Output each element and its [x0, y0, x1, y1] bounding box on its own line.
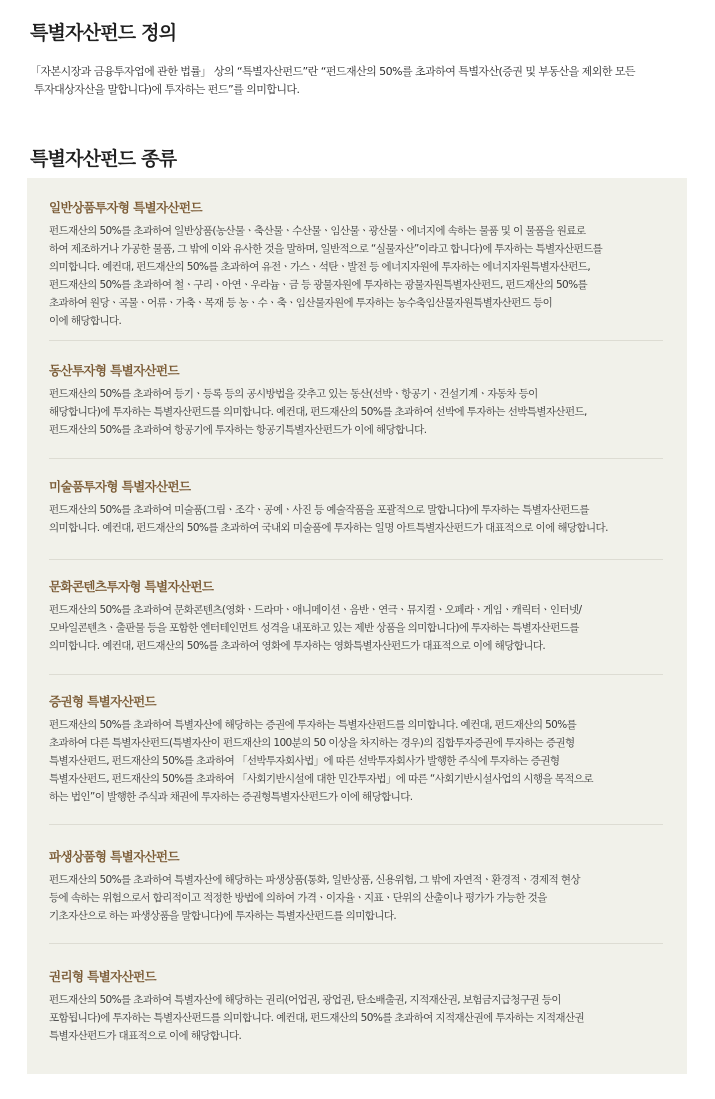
fund-type-artwork [49, 478, 669, 537]
divider [49, 559, 663, 560]
fund-type-description [49, 222, 669, 330]
description-line: 펀드재산의 50%를 초과하여 미술품(그림ㆍ조각ㆍ공예ㆍ사진 등 예술작품을 포괄적으로 말합니다)에 투자하는 특별자산펀드를 [49, 504, 589, 516]
description-line: 의미합니다. 예컨대, 펀드재산의 50%를 초과하여 유전ㆍ가스ㆍ석탄ㆍ발전 등 에너지자원에 투자하는 에너지자원특별자산펀드, [49, 261, 591, 273]
section-title-definition: 특별자산펀드 정의 [30, 22, 177, 44]
fund-type-description [49, 385, 669, 439]
divider [49, 674, 663, 675]
description-line: 의미합니다. 예컨대, 펀드재산의 50%를 초과하여 영화에 투자하는 영화특별자산펀드가 대표적으로 이에 해당합니다. [49, 640, 546, 652]
description-line: 모바일콘텐츠ㆍ출판물 등을 포함한 엔터테인먼트 성격을 내포하고 있는 제반 상품을 의미합니다)에 투자하는 특별자산펀드를 [49, 622, 579, 634]
divider [49, 943, 663, 944]
description-line: 펀드재산의 50%를 초과하여 문화콘텐츠(영화ㆍ드라마ㆍ애니메이션ㆍ음반ㆍ연극ㆍ뮤지컬ㆍ오페라ㆍ게임ㆍ캐릭터ㆍ인터넷/ [49, 604, 582, 616]
fund-type-title: 미술품투자형 특별자산펀드 [49, 479, 191, 494]
description-line: 등에 속하는 위험으로서 합리적이고 적정한 방법에 의하여 가격ㆍ이자율ㆍ지표ㆍ단위의 산출이나 평가가 가능한 것을 [49, 892, 547, 904]
fund-type-securities [49, 693, 669, 806]
fund-type-title: 권리형 특별자산펀드 [49, 969, 157, 984]
description-line: 이에 해당합니다. [49, 315, 122, 327]
fund-type-derivatives [49, 848, 669, 925]
definition-line: 「자본시장과 금융투자업에 관한 법률」 상의 “특별자산펀드”란 “펀드재산의 50%를 초과하여 특별자산(증권 및 부동산을 제외한 모든 [30, 65, 635, 78]
description-line: 특별자산펀드, 펀드재산의 50%를 초과하여 「사회기반시설에 대한 민간투자법」에 따른 “사회기반시설사업의 시행을 목적으로 [49, 773, 593, 785]
description-line: 기초자산으로 하는 파생상품을 말합니다)에 투자하는 특별자산펀드를 의미합니다. [49, 910, 397, 922]
divider [49, 458, 663, 459]
divider [49, 824, 663, 825]
description-line: 하여 제조하거나 가공한 물품, 그 밖에 이와 유사한 것을 말하며, 일반적으로 “실물자산”이라고 합니다)에 투자하는 특별자산펀드를 [49, 243, 603, 255]
fund-type-movable-property [49, 362, 669, 439]
definition-line: 투자대상자산을 말합니다)에 투자하는 펀드”를 의미합니다. [34, 83, 300, 96]
fund-type-title: 일반상품투자형 특별자산펀드 [49, 200, 202, 215]
description-line: 의미합니다. 예컨대, 펀드재산의 50%를 초과하여 국내외 미술품에 투자하는 일명 아트특별자산펀드가 대표적으로 이에 해당합니다. [49, 522, 608, 534]
description-line: 펀드재산의 50%를 초과하여 특별자산에 해당하는 권리(어업권, 광업권, 탄소배출권, 지적재산권, 보험금지급청구권 등이 [49, 994, 561, 1006]
description-line: 해당합니다)에 투자하는 특별자산펀드를 의미합니다. 예컨대, 펀드재산의 50%를 초과하여 선박에 투자하는 선박특별자산펀드, [49, 406, 587, 418]
fund-type-title: 파생상품형 특별자산펀드 [49, 849, 179, 864]
divider [49, 340, 663, 341]
description-line: 포함됩니다)에 투자하는 특별자산펀드를 의미합니다. 예컨대, 펀드재산의 50%를 초과하여 지적재산권에 투자하는 지적재산권 [49, 1012, 585, 1024]
description-line: 특별자산펀드, 펀드재산의 50%를 초과하여 「선박투자회사법」에 따른 선박투자회사가 발행한 주식에 투자하는 증권형 [49, 755, 560, 767]
fund-type-description [49, 991, 669, 1045]
fund-type-description [49, 501, 669, 537]
fund-type-title: 문화콘텐츠투자형 특별자산펀드 [49, 579, 214, 594]
description-line: 초과하여 다른 특별자산펀드(특별자산이 펀드재산의 100분의 50 이상을 차지하는 경우)의 집합투자증권에 투자하는 증권형 [49, 737, 575, 749]
fund-type-general-commodity [49, 199, 669, 330]
fund-type-title: 증권형 특별자산펀드 [49, 694, 157, 709]
description-line: 펀드재산의 50%를 초과하여 철ㆍ구리ㆍ아연ㆍ우라늄ㆍ금 등 광물자원에 투자하는 광물자원특별자산펀드, 펀드재산의 50%를 [49, 279, 588, 291]
fund-type-description [49, 871, 669, 925]
description-line: 펀드재산의 50%를 초과하여 특별자산에 해당하는 파생상품(통화, 일반상품, 신용위험, 그 밖에 자연적ㆍ환경적ㆍ경제적 현상 [49, 874, 580, 886]
description-line: 하는 법인”이 발행한 주식과 채권에 투자하는 증권형특별자산펀드가 이에 해당합니다. [49, 791, 413, 803]
fund-type-title: 동산투자형 특별자산펀드 [49, 363, 179, 378]
fund-types-panel [27, 178, 687, 1074]
description-line: 초과하여 원당ㆍ곡물ㆍ어류ㆍ가축ㆍ목재 등 농ㆍ수ㆍ축ㆍ임산물자원에 투자하는 농수축임산물자원특별자산펀드 등이 [49, 297, 553, 309]
fund-type-description [49, 601, 669, 655]
description-line: 펀드재산의 50%를 초과하여 특별자산에 해당하는 증권에 투자하는 특별자산펀드를 의미합니다. 예컨대, 펀드재산의 50%를 [49, 719, 577, 731]
description-line: 특별자산펀드가 대표적으로 이에 해당합니다. [49, 1030, 242, 1042]
fund-type-rights [49, 968, 669, 1045]
fund-type-description [49, 716, 669, 806]
description-line: 펀드재산의 50%를 초과하여 항공기에 투자하는 항공기특별자산펀드가 이에 해당합니다. [49, 424, 427, 436]
definition-text [30, 63, 680, 99]
description-line: 펀드재산의 50%를 초과하여 등기ㆍ등록 등의 공시방법을 갖추고 있는 동산(선박ㆍ항공기ㆍ건설기계ㆍ자동차 등이 [49, 388, 538, 400]
fund-type-cultural-content [49, 578, 669, 655]
description-line: 펀드재산의 50%를 초과하여 일반상품(농산물ㆍ축산물ㆍ수산물ㆍ임산물ㆍ광산물ㆍ에너지에 속하는 물품 및 이 물품을 원료로 [49, 225, 586, 237]
section-title-types: 특별자산펀드 종류 [30, 148, 177, 170]
